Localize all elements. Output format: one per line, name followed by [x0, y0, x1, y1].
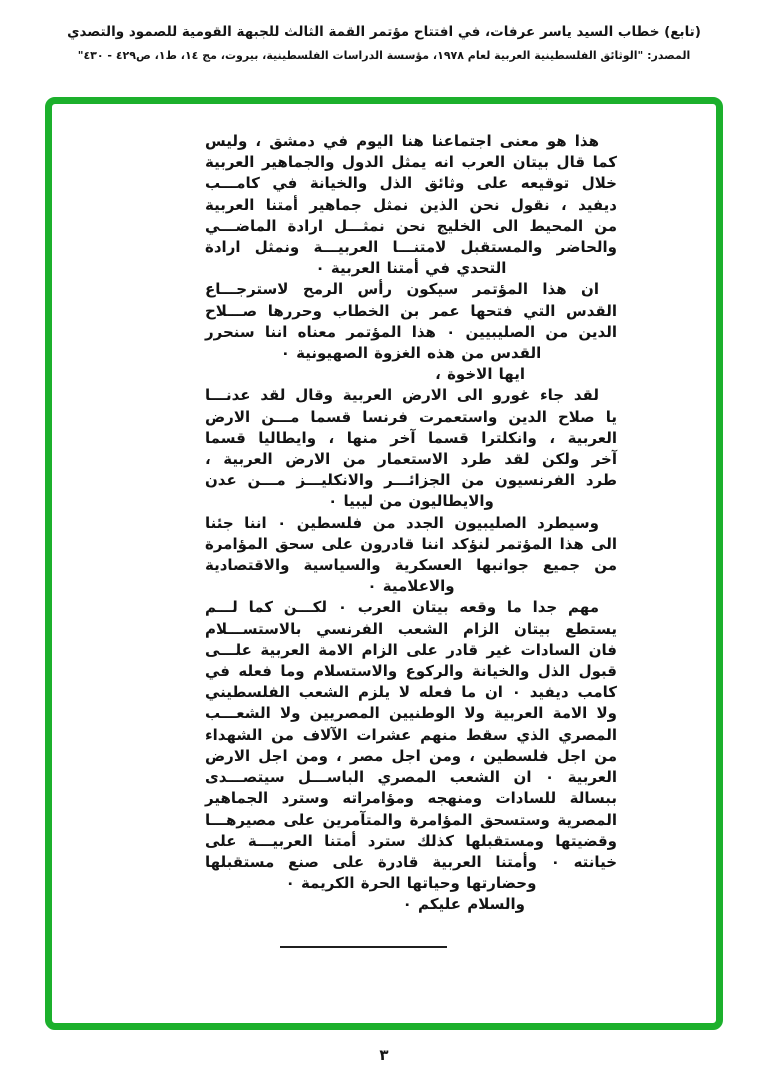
paragraph-line: المصرية وستسحق المؤامرة والمتآمرين على مصيرهـــا [205, 810, 617, 829]
document-title: (تابع) خطاب السيد ياسر عرفات، في افتتاح مؤتمر القمة الثالث للجبهة القومية للصمود والتصدي [67, 24, 701, 40]
paragraph-line: وسيطرد الصليبيون الجدد من فلسطين ٠ اننا جئنا [205, 513, 599, 532]
paragraph-lines-container [205, 131, 617, 916]
paragraph-line: والاعلامية ٠ [367, 577, 455, 596]
paragraph-line: وحضارتها وحياتها الحرة الكريمة ٠ [285, 874, 537, 893]
paragraph-line: من المحيط الى الخليج نحن نمثـــل ارادة الماضـــي [205, 216, 617, 235]
paragraph-line: العربية ، وانكلترا قسما آخر منها ، وايطاليا قسما [205, 428, 617, 447]
paragraph-line: الى هذا المؤتمر لنؤكد اننا قادرون على سحق المؤامرة [205, 534, 617, 553]
paragraph-line: يا صلاح الدين واستعمرت فرنسا قسما مـــن الارض [205, 407, 617, 426]
paragraph-line: القدس من هذه الغزوة الصهيونية ٠ [280, 344, 542, 363]
paragraph-line: المصري الذي سقط منهم عشرات الآلاف من الشهداء [205, 725, 617, 744]
paragraph-line: قبول الذل والخيانة والركوع والاستسلام وما فعله في [205, 662, 617, 681]
paragraph-line: آخر ولكن لقد طرد الاستعمار من الارض العربية ، [205, 450, 617, 469]
paragraph-line: وقضيتها ومستقبلها كذلك سترد أمتنا العربيـــة على [205, 831, 617, 850]
paragraph-line: هذا هو معنى اجتماعنا هنا اليوم في دمشق ، وليس [205, 132, 599, 150]
paragraph-line: والسلام عليكم ٠ [402, 895, 525, 914]
paragraph-line: كامب ديفيد ٠ ان ما فعله لا يلزم الشعب الفلسطيني [205, 683, 617, 702]
paragraph-line: خلال توقيعه على وثائق الذل والخيانة في كامـــب [205, 174, 617, 193]
paragraph-line: التحدي في أمتنا العربية ٠ [315, 259, 507, 278]
section-heading-line: ايها الاخوة ، [435, 365, 525, 384]
paragraph-line: من جميع جوانبها العسكرية والسياسية والاقتصادية [205, 556, 617, 575]
paragraph-line: ولا الامة العربية ولا الوطنيين المصريين ولا الشعـــب [205, 704, 617, 723]
paragraph-line: والحاضر والمستقبل لامتنـــا العربيـــة ونمثل ارادة [205, 238, 617, 257]
paragraph-line: القدس التي فتحها عمر بن الخطاب وحررها صـــلاح [205, 301, 617, 320]
paragraph-line: ببسالة للسادات ومنهجه ومؤامراته وسترد الجماهير [205, 789, 617, 808]
paragraph-line: من اجل فلسطين ، ومن اجل مصر ، ومن اجل الارض [205, 746, 617, 765]
paragraph-line: طرد الفرنسيون من الجزائـــر والانكليـــز مـــن عدن [205, 471, 617, 490]
paragraph-line: كما قال بيتان العرب انه يمثل الدول والجماهير العربية [205, 153, 617, 172]
paragraph-line: الدين من الصليبيين ٠ هذا المؤتمر معناه اننا سنحرر [205, 322, 617, 341]
paragraph-line: فان السادات غير قادر على الزام الامة العربية علـــى [205, 640, 617, 659]
paragraph-line: يستطع بيتان الزام الشعب الفرنسي بالاستســـلام [205, 619, 617, 638]
paragraph-line: ان هذا المؤتمر سيكون رأس الرمح لاسترجـــاع [205, 280, 599, 299]
page-number: ٣ [379, 1046, 389, 1064]
green-border-frame [45, 97, 723, 1030]
paragraph-line: لقد جاء غورو الى الارض العربية وقال لقد عدنـــا [205, 386, 599, 405]
paragraph-line: خيانته ٠ وأمتنا العربية قادرة على صنع مستقبلها [205, 852, 617, 871]
text-column [205, 131, 617, 948]
section-divider [280, 946, 447, 948]
paragraph-line: مهم جدا ما وقعه بيتان العرب ٠ لكـــن كما لـــم [205, 598, 599, 617]
paragraph-line: العربية ٠ ان الشعب المصري الباســـل سيتصـــدى [205, 768, 617, 787]
paragraph-line: والايطاليون من ليبيا ٠ [328, 492, 494, 511]
document-source-citation: المصدر: "الوثائق الفلسطينية العربية لعام ١٩٧٨، مؤسسة الدراسات الفلسطينية، بيروت، مج ١٤، ط١، ص٤٢٩ - ٤٣٠" [77, 49, 691, 62]
document-header [0, 24, 768, 62]
paragraph-line: ديفيد ، نقول نحن الذين نمثل جماهير أمتنا العربية [205, 195, 617, 214]
